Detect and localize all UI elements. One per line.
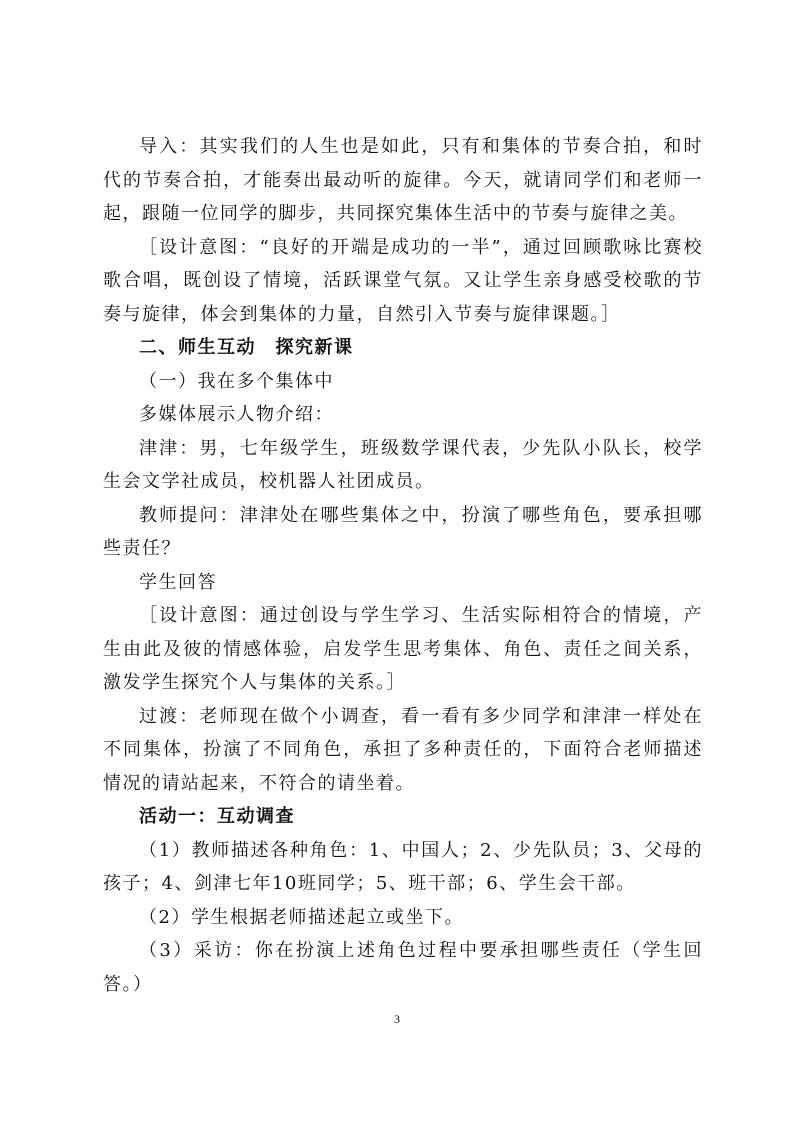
section-heading: 二、师生互动 探究新课	[139, 337, 354, 358]
paragraph-transition: 过渡：老师现在做个小调查，看一看有多少同学和津津一样处在不同集体，扮演了不同角色，承担了多种责任的，下面符合老师描述情况的请站起来，不符合的请坐着。	[103, 705, 703, 794]
paragraph-design-intent-2: ［设计意图：通过创设与学生学习、生活实际相符合的情境，产生由此及彼的情感体验，启发学生思考集体、角色、责任之间关系，激发学生探究个人与集体的关系。］	[103, 605, 703, 693]
activity-heading: 活动一：互动调查	[139, 806, 295, 827]
page-number: 3	[394, 1012, 400, 1026]
paragraph-intro: 导入：其实我们的人生也是如此，只有和集体的节奏合拍，和时代的节奏合拍，才能奏出最动听的旋律。今天，就请同学们和老师一起，跟随一位同学的脚步，共同探究集体生活中的节奏与旋律之美。	[103, 136, 703, 224]
paragraph-step-2: （2）学生根据老师描述起立或坐下。	[139, 906, 464, 928]
paragraph-multimedia: 多媒体展示人物介绍：	[139, 404, 334, 425]
paragraph-character-intro: 津津：男，七年级学生，班级数学课代表，少先队小队长，校学生会文学社成员，校机器人社团成员。	[103, 437, 703, 492]
paragraph-step-1: （1）教师描述各种角色：1、中国人；2、少先队员；3、父母的孩子；4、剑津七年10班同学；5、班干部；6、学生会干部。	[103, 839, 703, 894]
paragraph-teacher-question: 教师提问：津津处在哪些集体之中，扮演了哪些角色，要承担哪些责任？	[103, 504, 703, 559]
paragraph-step-3: （3）采访：你在扮演上述角色过程中要承担哪些责任（学生回答。）	[103, 940, 703, 995]
paragraph-student-answer: 学生回答	[139, 571, 217, 593]
subsection-heading: （一）我在多个集体中	[139, 370, 334, 392]
paragraph-design-intent-1: ［设计意图：“良好的开端是成功的一半”，通过回顾歌咏比赛校歌合唱，既创设了情境，活跃课堂气氛。又让学生亲身感受校歌的节奏与旋律，体会到集体的力量，自然引入节奏与旋律课题。］	[103, 236, 703, 325]
document-body	[103, 130, 703, 1001]
